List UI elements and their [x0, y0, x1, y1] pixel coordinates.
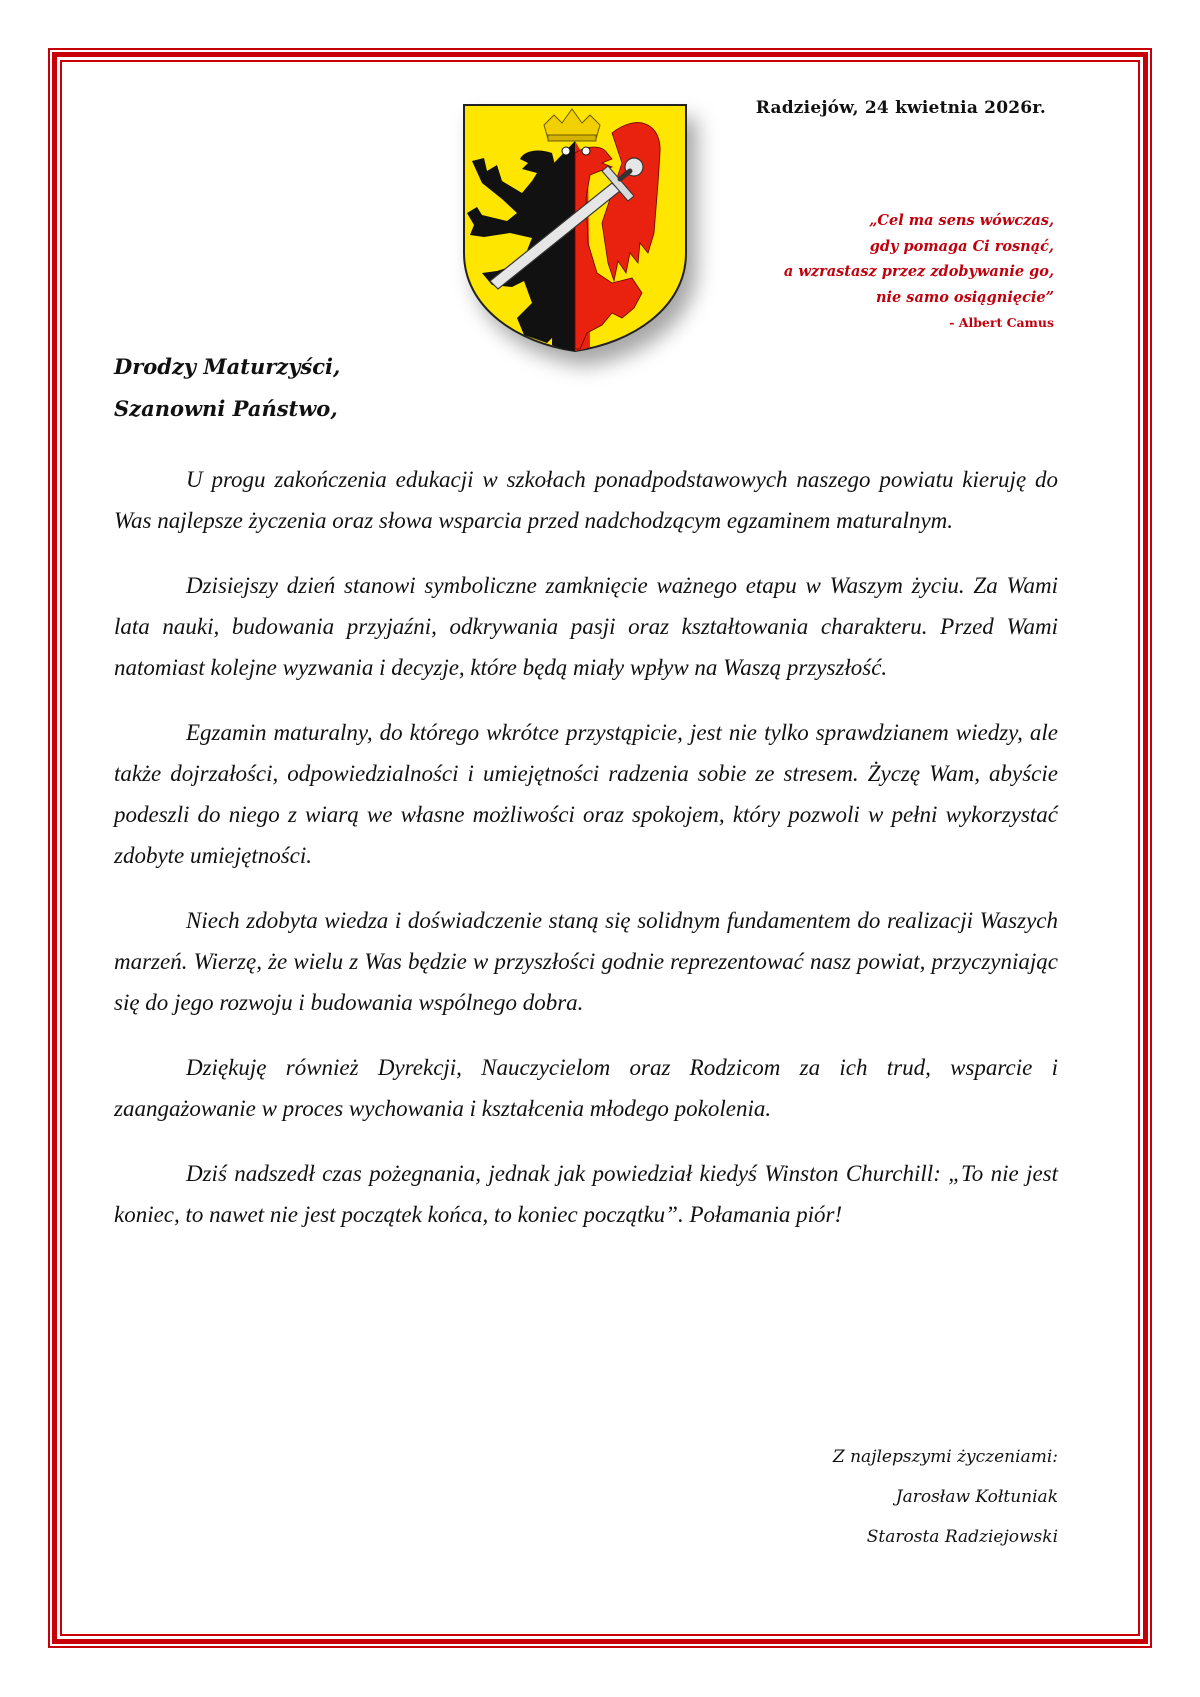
signature-title: Starosta Radziejowski — [866, 1527, 1058, 1547]
greeting — [114, 346, 340, 430]
greeting-line: Szanowni Państwo, — [114, 396, 338, 421]
paragraph: Dziękuję również Dyrekcji, Nauczycielom oraz Rodzicom za ich trud, wsparcie i zaangażowanie w proces wychowania i kształcenia młodego pokolenia. — [114, 1055, 1058, 1121]
paragraph: U progu zakończenia edukacji w szkołach ponadpodstawowych naszego powiatu kieruję do Was najlepsze życzenia oraz słowa wsparcia przed nadchodzącym egzaminem maturalnym. — [114, 467, 1058, 533]
epigraph-line: gdy pomaga Ci rosnąć, — [869, 237, 1054, 255]
signature-closing: Z najlepszymi życzeniami: — [832, 1447, 1058, 1467]
epigraph-line: „Cel ma sens wówczas, — [869, 212, 1054, 229]
place-and-date: Radziejów, 24 kwietnia 2026r. — [755, 98, 1046, 118]
paragraph: Dziś nadszedł czas pożegnania, jednak jak powiedział kiedyś Winston Churchill: „To nie jest koniec, to nawet nie jest początek końca, to koniec początku”. Połamania piór! — [114, 1161, 1058, 1227]
epigraph-line: nie samo osiągnięcie” — [875, 288, 1054, 306]
epigraph — [784, 208, 1054, 336]
paragraph: Egzamin maturalny, do którego wkrótce przystąpicie, jest nie tylko sprawdzianem wiedzy, ale także dojrzałości, odpowiedzialności i umiejętności radzenia sobie ze stresem. Życzę Wam, abyście podeszli do niego z wiarą we własne możliwości oraz spokojem, który pozwoli w pełni wykorzystać zdobyte umiejętności. — [114, 720, 1058, 868]
greeting-line: Drodzy Maturzyści, — [114, 354, 341, 379]
letter-body — [114, 459, 1058, 1235]
paragraph: Niech zdobyta wiedza i doświadczenie staną się solidnym fundamentem do realizacji Waszych marzeń. Wierzę, że wielu z Was będzie w przyszłości godnie reprezentować nasz powiat, przyczyniając się do jego rozwoju i budowania wspólnego dobra. — [114, 908, 1058, 1015]
coat-of-arms-icon — [462, 103, 688, 353]
epigraph-line: a wzrastasz przez zdobywanie go, — [783, 263, 1054, 280]
paragraph: Dzisiejszy dzień stanowi symboliczne zamknięcie ważnego etapu w Waszym życiu. Za Wami lata nauki, budowania przyjaźni, odkrywania pasji oraz kształtowania charakteru. Przed Wami natomiast kolejne wyzwania i decyzje, które będą miały wpływ na Waszą przyszłość. — [114, 573, 1058, 680]
signature-block — [833, 1437, 1058, 1557]
epigraph-author: - Albert Camus — [949, 315, 1054, 330]
signature-name: Jarosław Kołtuniak — [895, 1487, 1058, 1507]
